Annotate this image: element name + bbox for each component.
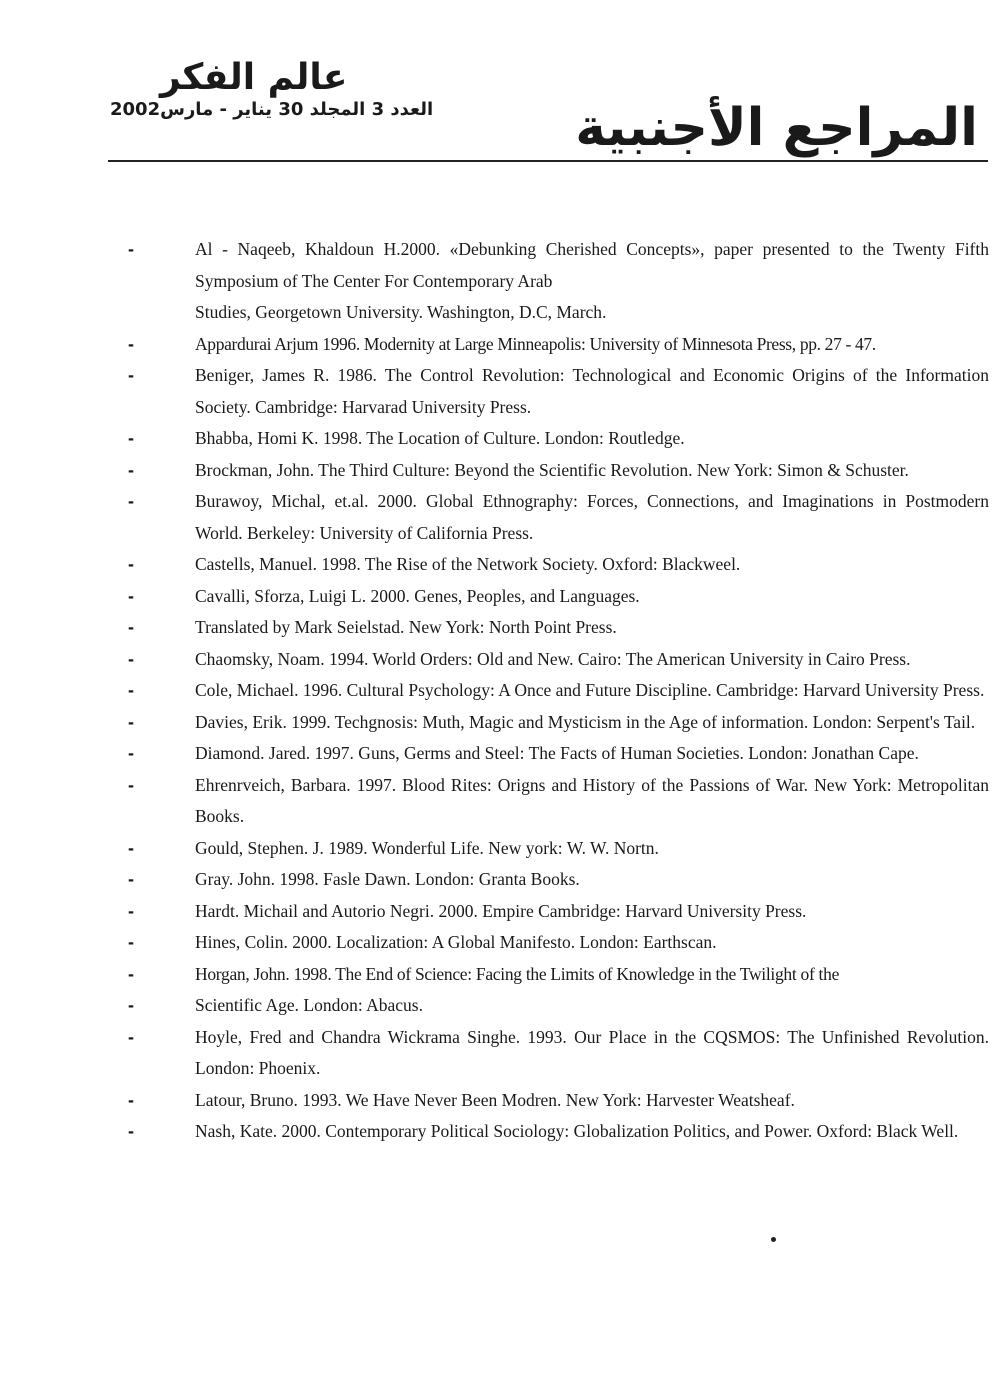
reference-item [0,549,1000,581]
reference-bullet: - [128,365,134,385]
reference-text: Bhabba, Homi K. 1998. The Location of Culture. London: Routledge. [195,428,685,448]
reference-text: Hoyle, Fred and Chandra Wickrama Singhe. 1993. Our Place in the CQSMOS: The Unfinished Revolution. London: Phoenix. [195,1026,989,1078]
reference-bullet: - [128,900,134,921]
reference-text: Cole, Michael. 1996. Cultural Psychology: A Once and Future Discipline. Cambridge: Harvard University Press. [195,680,985,700]
reference-text: Hines, Colin. 2000. Localization: A Global Manifesto. London: Earthscan. [195,932,717,952]
reference-item [0,1022,1000,1085]
reference-bullet: - [128,648,134,669]
reference-text: Diamond. Jared. 1997. Guns, Germs and Steel: The Facts of Human Societies. London: Jonathan Cape. [195,743,919,763]
reference-item [0,770,1000,833]
reference-item [0,707,1000,739]
reference-list [0,234,1000,1148]
reference-bullet: - [128,680,134,700]
reference-text: Nash, Kate. 2000. Contemporary Political Sociology: Globalization Politics, and Power. Oxford: Black Well. [195,1121,959,1141]
reference-item [0,486,1000,549]
reference-item [0,612,1000,644]
magazine-title: عالم الفكر [160,57,348,98]
reference-bullet: - [128,459,134,480]
reference-item [0,738,1000,770]
reference-text-continued: Studies, Georgetown University. Washington, D.C, March. [195,302,607,322]
reference-text: Al - Naqeeb, Khaldoun H.2000. «Debunking Cherished Concepts», paper presented to the Twenty Fifth Symposium of The Center For Contemporary Arab [195,239,989,291]
reference-item [0,833,1000,865]
reference-text: Ehrenrveich, Barbara. 1997. Blood Rites: Origns and History of the Passions of War. New York: Metropolitan Books. [195,774,989,826]
reference-item [0,329,1000,361]
reference-text: Brockman, John. The Third Culture: Beyond the Scientific Revolution. New York: Simon & Schuster. [195,459,909,480]
header-rule [108,160,988,162]
reference-item [0,927,1000,959]
reference-text: Cavalli, Sforza, Luigi L. 2000. Genes, Peoples, and Languages. [195,585,640,606]
reference-item [0,644,1000,676]
reference-bullet: - [128,585,134,606]
reference-text: Scientific Age. London: Abacus. [195,995,423,1015]
reference-item [0,581,1000,613]
reference-text: Appardurai Arjum 1996. Modernity at Large Minneapolis: University of Minnesota Press, pp. 27 - 47. [195,333,876,354]
reference-item [0,1116,1000,1148]
reference-bullet: - [128,837,134,858]
section-title: المراجع الأجنبية [575,98,978,158]
reference-bullet: - [128,428,134,448]
reference-item [0,423,1000,455]
reference-bullet: - [128,932,134,952]
reference-item [0,896,1000,928]
reference-bullet: - [128,869,134,889]
reference-text: Beniger, James R. 1986. The Control Revolution: Technological and Economic Origins of the Information Society. Cambridge: Harvarad University Press. [195,365,989,417]
reference-item [0,990,1000,1022]
reference-bullet: - [128,1089,134,1110]
reference-bullet: - [128,995,134,1015]
reference-text: Burawoy, Michal, et.al. 2000. Global Ethnography: Forces, Connections, and Imaginations in Postmodern World. Berkeley: University of California Press. [195,491,989,543]
reference-text: Gray. John. 1998. Fasle Dawn. London: Granta Books. [195,869,580,889]
reference-bullet: - [128,617,134,637]
reference-bullet: - [128,239,134,259]
reference-bullet: - [128,711,134,732]
reference-text: Latour, Bruno. 1993. We Have Never Been Modren. New York: Harvester Weatsheaf. [195,1089,795,1110]
reference-item [0,864,1000,896]
reference-text: Gould, Stephen. J. 1989. Wonderful Life. New york: W. W. Nortn. [195,837,659,858]
reference-text: Hardt. Michail and Autorio Negri. 2000. Empire Cambridge: Harvard University Press. [195,900,807,921]
reference-bullet: - [128,1026,134,1047]
stray-dot [771,1237,776,1242]
issue-line: العدد 3 المجلد 30 يناير - مارس2002 [110,99,434,120]
reference-text: Davies, Erik. 1999. Techgnosis: Muth, Magic and Mysticism in the Age of information. London: Serpent's Tail. [195,711,976,732]
reference-text: Translated by Mark Seielstad. New York: North Point Press. [195,617,617,637]
reference-bullet: - [128,774,134,795]
reference-text: Chaomsky, Noam. 1994. World Orders: Old and New. Cairo: The American University in Cairo Press. [195,648,911,669]
reference-text: Horgan, John. 1998. The End of Science: Facing the Limits of Knowledge in the Twilight of the [195,963,840,984]
reference-bullet: - [128,554,134,574]
page-header [0,0,1000,170]
reference-bullet: - [128,491,134,511]
reference-item [0,675,1000,707]
reference-bullet: - [128,333,134,354]
reference-item [0,959,1000,991]
reference-text: Castells, Manuel. 1998. The Rise of the Network Society. Oxford: Blackweel. [195,554,741,574]
reference-bullet: - [128,743,134,763]
reference-item [0,360,1000,423]
reference-bullet: - [128,1121,134,1141]
reference-item [0,455,1000,487]
reference-item [0,1085,1000,1117]
reference-item [0,234,1000,329]
reference-bullet: - [128,963,134,984]
